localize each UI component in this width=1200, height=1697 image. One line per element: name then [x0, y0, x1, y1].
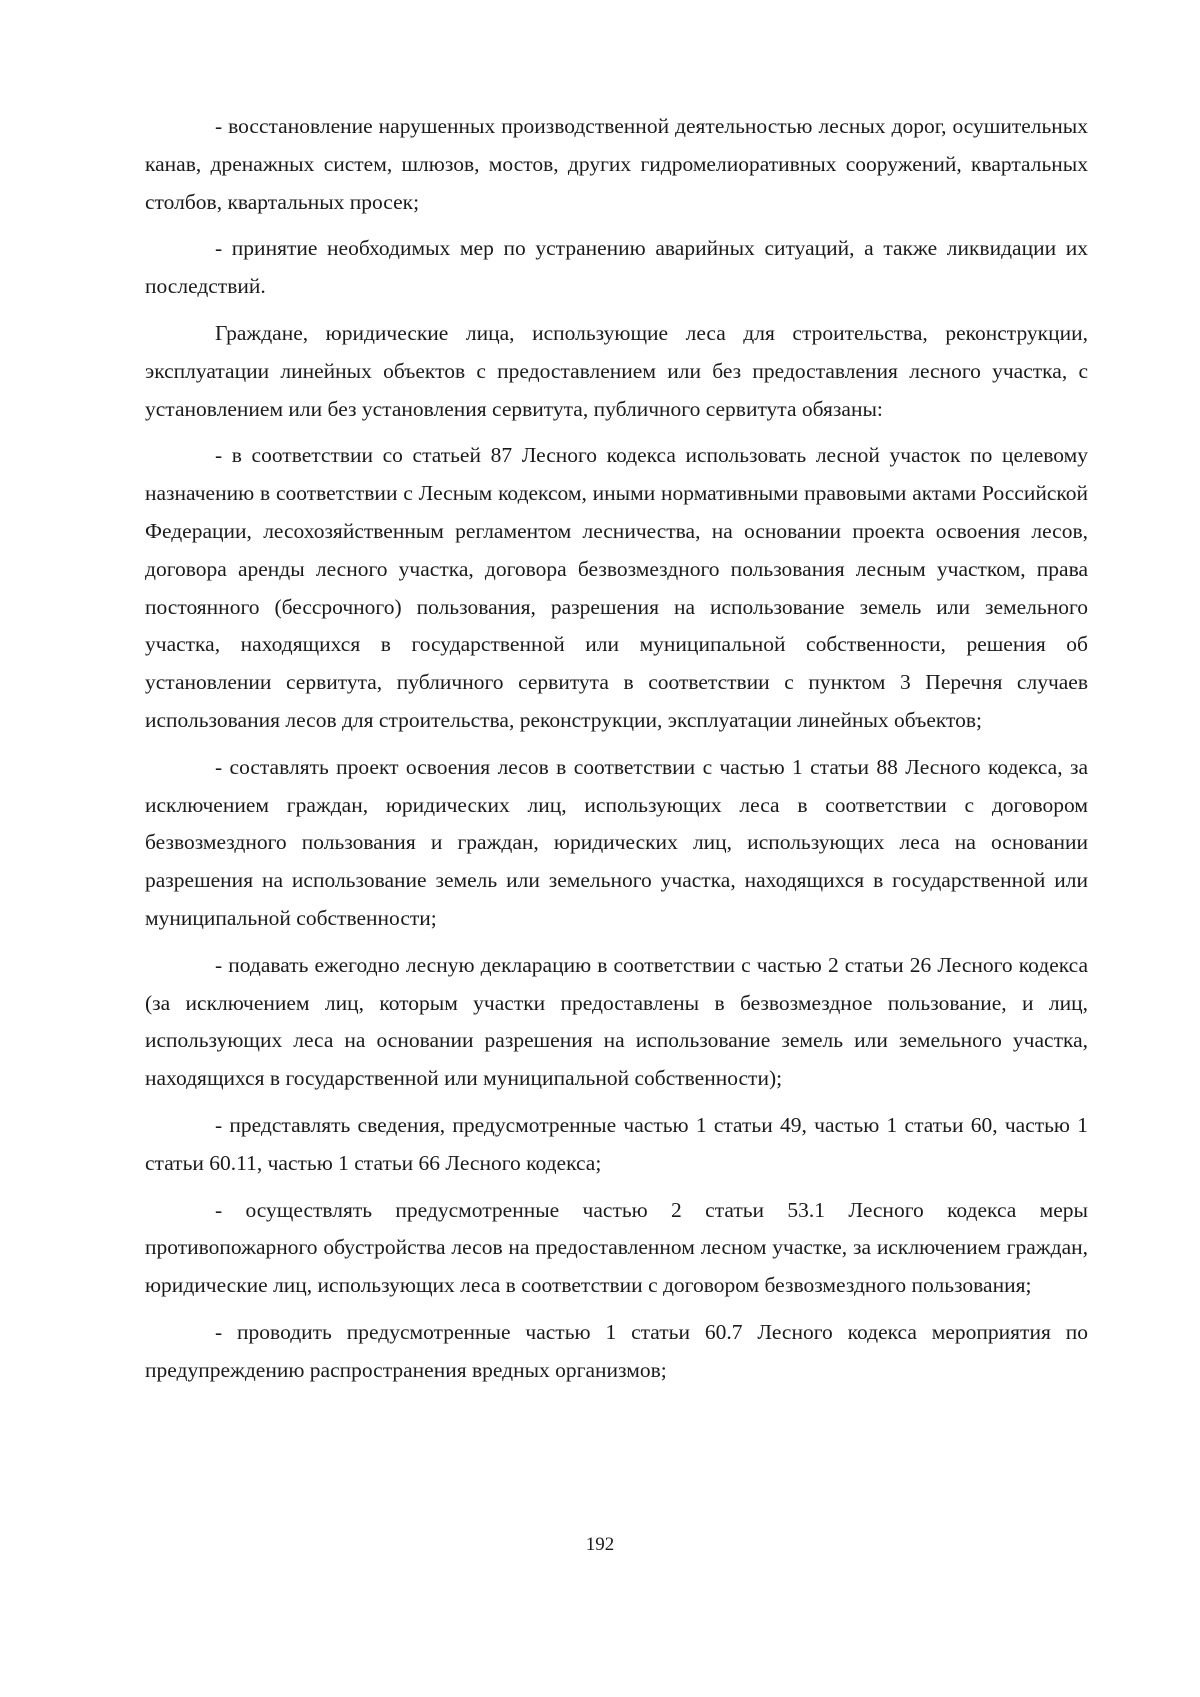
paragraph-forest-project: - составлять проект освоения лесов в соответствии с частью 1 статьи 88 Лесного кодекса, за исключением граждан, юридических лиц, использующих леса в соответствии с договором безвозмездного пользования и граждан, юридических лиц, использующих леса на основании разрешения на использование земель или земельного участка, находящихся в государственной или муниципальной собственности; — [145, 754, 1088, 930]
paragraph-forest-declaration: - подавать ежегодно лесную декларацию в соответствии с частью 2 статьи 26 Лесного кодекса (за исключением лиц, которым участки предоставлены в безвозмездное пользование, и лиц, использующих леса на основании разрешения на использование земель или земельного участка, находящихся в государственной или муниципальной собственности); — [145, 952, 1088, 1091]
paragraph-use-by-purpose: - в соответствии со статьей 87 Лесного кодекса использовать лесной участок по целевому назначению в соответствии с Лесным кодексом, иными нормативными правовыми актами Российской Федерации, лесохозяйственным регламентом лесничества, на основании проекта освоения лесов, договора аренды лесного участка, договора безвозмездного пользования лесным участком, права постоянного (бессрочного) пользования, разрешения на использование земель или земельного участка, находящихся в государственной или муниципальной собственности, решения об установлении сервитута, публичного сервитута в соответствии с пунктом 3 Перечня случаев использования лесов для строительства, реконструкции, эксплуатации линейных объектов; — [145, 443, 1088, 732]
paragraph-emergency-measures: - принятие необходимых мер по устранению аварийных ситуаций, а также ликвидации их последствий. — [145, 236, 1088, 299]
page-number: 192 — [585, 1534, 615, 1555]
paragraph-submit-information: - представлять сведения, предусмотренные частью 1 статьи 49, частью 1 статьи 60, частью 1 статьи 60.11, частью 1 статьи 66 Лесного кодекса; — [145, 1112, 1088, 1175]
paragraph-pest-prevention: - проводить предусмотренные частью 1 статьи 60.7 Лесного кодекса мероприятия по предупреждению распространения вредных организмов; — [145, 1319, 1088, 1382]
paragraph-restoration: - восстановление нарушенных производственной деятельностью лесных дорог, осушительных канав, дренажных систем, шлюзов, мостов, других гидромелиоративных сооружений, квартальных столбов, квартальных просек; — [145, 114, 1088, 214]
paragraph-fire-prevention: - осуществлять предусмотренные частью 2 статьи 53.1 Лесного кодекса меры противопожарного обустройства лесов на предоставленном лесном участке, за исключением граждан, юридические лиц, использующих леса в соответствии с договором безвозмездного пользования; — [145, 1197, 1088, 1298]
paragraph-obligations-intro: Граждане, юридические лица, использующие леса для строительства, реконструкции, эксплуатации линейных объектов с предоставлением или без предоставления лесного участка, с установлением или без установления сервитута, публичного сервитута обязаны: — [145, 320, 1088, 421]
document-body — [145, 108, 1088, 1390]
